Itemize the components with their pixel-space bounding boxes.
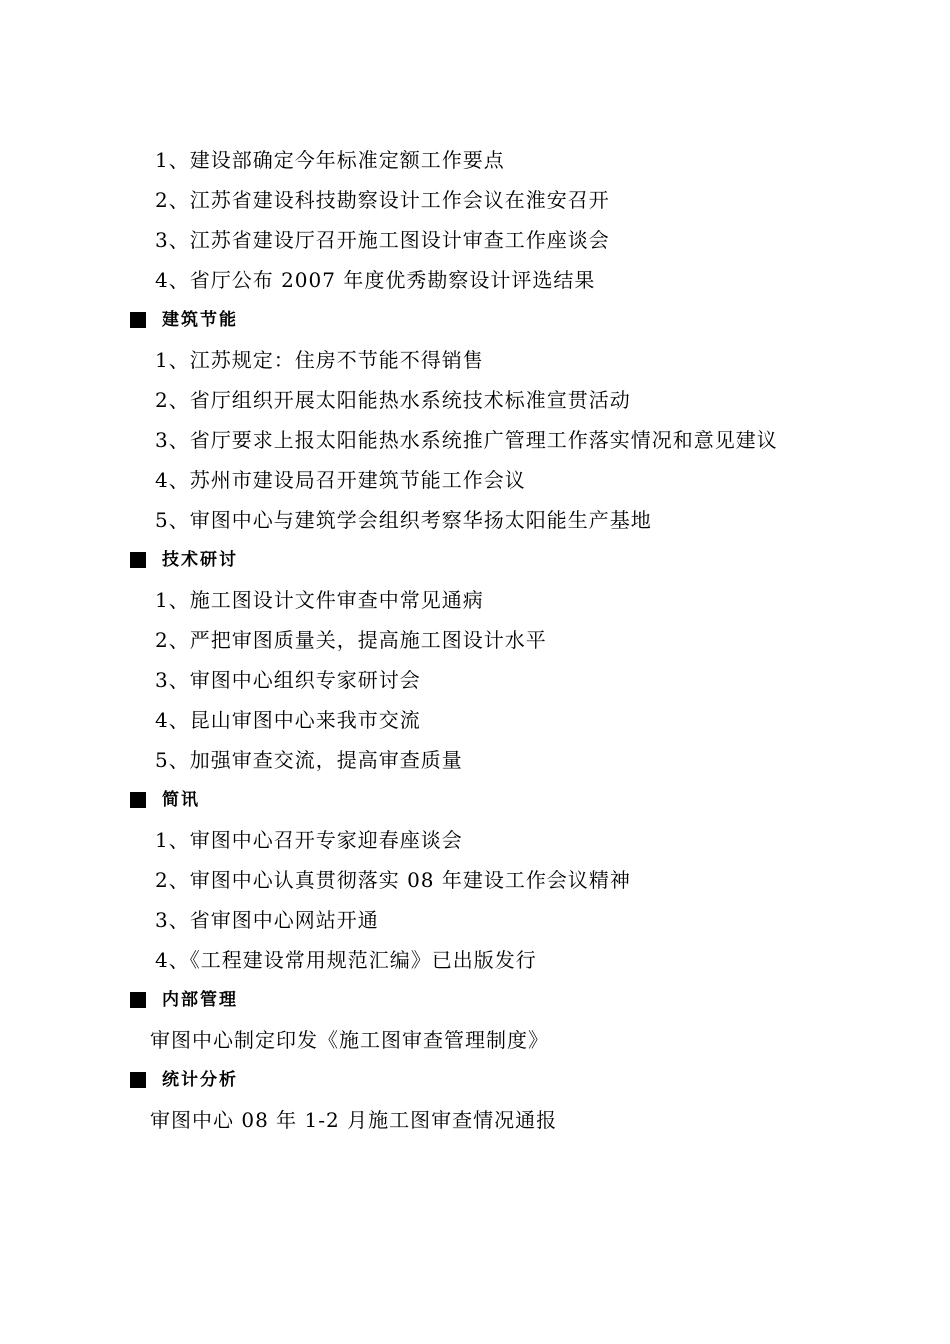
energy-list [0,340,950,540]
section-text: 审图中心制定印发《施工图审查管理制度》 [150,1028,549,1052]
square-bullet-icon [130,992,146,1008]
list-item: 3、审图中心组织专家研讨会 [155,668,421,692]
section-title: 技术研讨 [162,550,238,570]
list-item: 4、昆山审图中心来我市交流 [155,708,421,732]
section-header-tech [0,540,950,580]
section-header-stats [0,1060,950,1100]
list-item: 1、施工图设计文件审查中常见通病 [155,588,484,612]
list-item: 4、省厅公布 2007 年度优秀勘察设计评选结果 [155,268,596,292]
list-item: 1、审图中心召开专家迎春座谈会 [155,828,463,852]
list-item: 2、江苏省建设科技勘察设计工作会议在淮安召开 [155,188,610,212]
square-bullet-icon [130,792,146,808]
news-list [0,820,950,980]
square-bullet-icon [130,1072,146,1088]
list-item: 3、江苏省建设厅召开施工图设计审查工作座谈会 [155,228,610,252]
list-item: 5、审图中心与建筑学会组织考察华扬太阳能生产基地 [155,508,652,532]
list-item: 1、江苏规定：住房不节能不得销售 [155,348,484,372]
section-title: 建筑节能 [162,310,238,330]
list-item: 4、《工程建设常用规范汇编》已出版发行 [155,948,537,972]
list-item: 5、加强审查交流，提高审查质量 [155,748,463,772]
section-header-news [0,780,950,820]
list-item: 2、审图中心认真贯彻落实 08 年建设工作会议精神 [155,868,631,892]
list-item: 2、严把审图质量关，提高施工图设计水平 [155,628,547,652]
list-item: 3、省厅要求上报太阳能热水系统推广管理工作落实情况和意见建议 [155,428,778,452]
section-title: 简讯 [162,790,200,810]
section-header-energy [0,300,950,340]
intro-list [0,140,950,300]
square-bullet-icon [130,552,146,568]
list-item: 1、建设部确定今年标准定额工作要点 [155,148,505,172]
section-title: 统计分析 [162,1070,238,1090]
tech-list [0,580,950,780]
list-item: 2、省厅组织开展太阳能热水系统技术标准宣贯活动 [155,388,631,412]
list-item: 4、苏州市建设局召开建筑节能工作会议 [155,468,526,492]
list-item: 3、省审图中心网站开通 [155,908,379,932]
document-page [0,140,950,1140]
section-header-internal [0,980,950,1020]
square-bullet-icon [130,312,146,328]
section-text: 审图中心 08 年 1-2 月施工图审查情况通报 [150,1108,558,1132]
section-title: 内部管理 [162,990,238,1010]
